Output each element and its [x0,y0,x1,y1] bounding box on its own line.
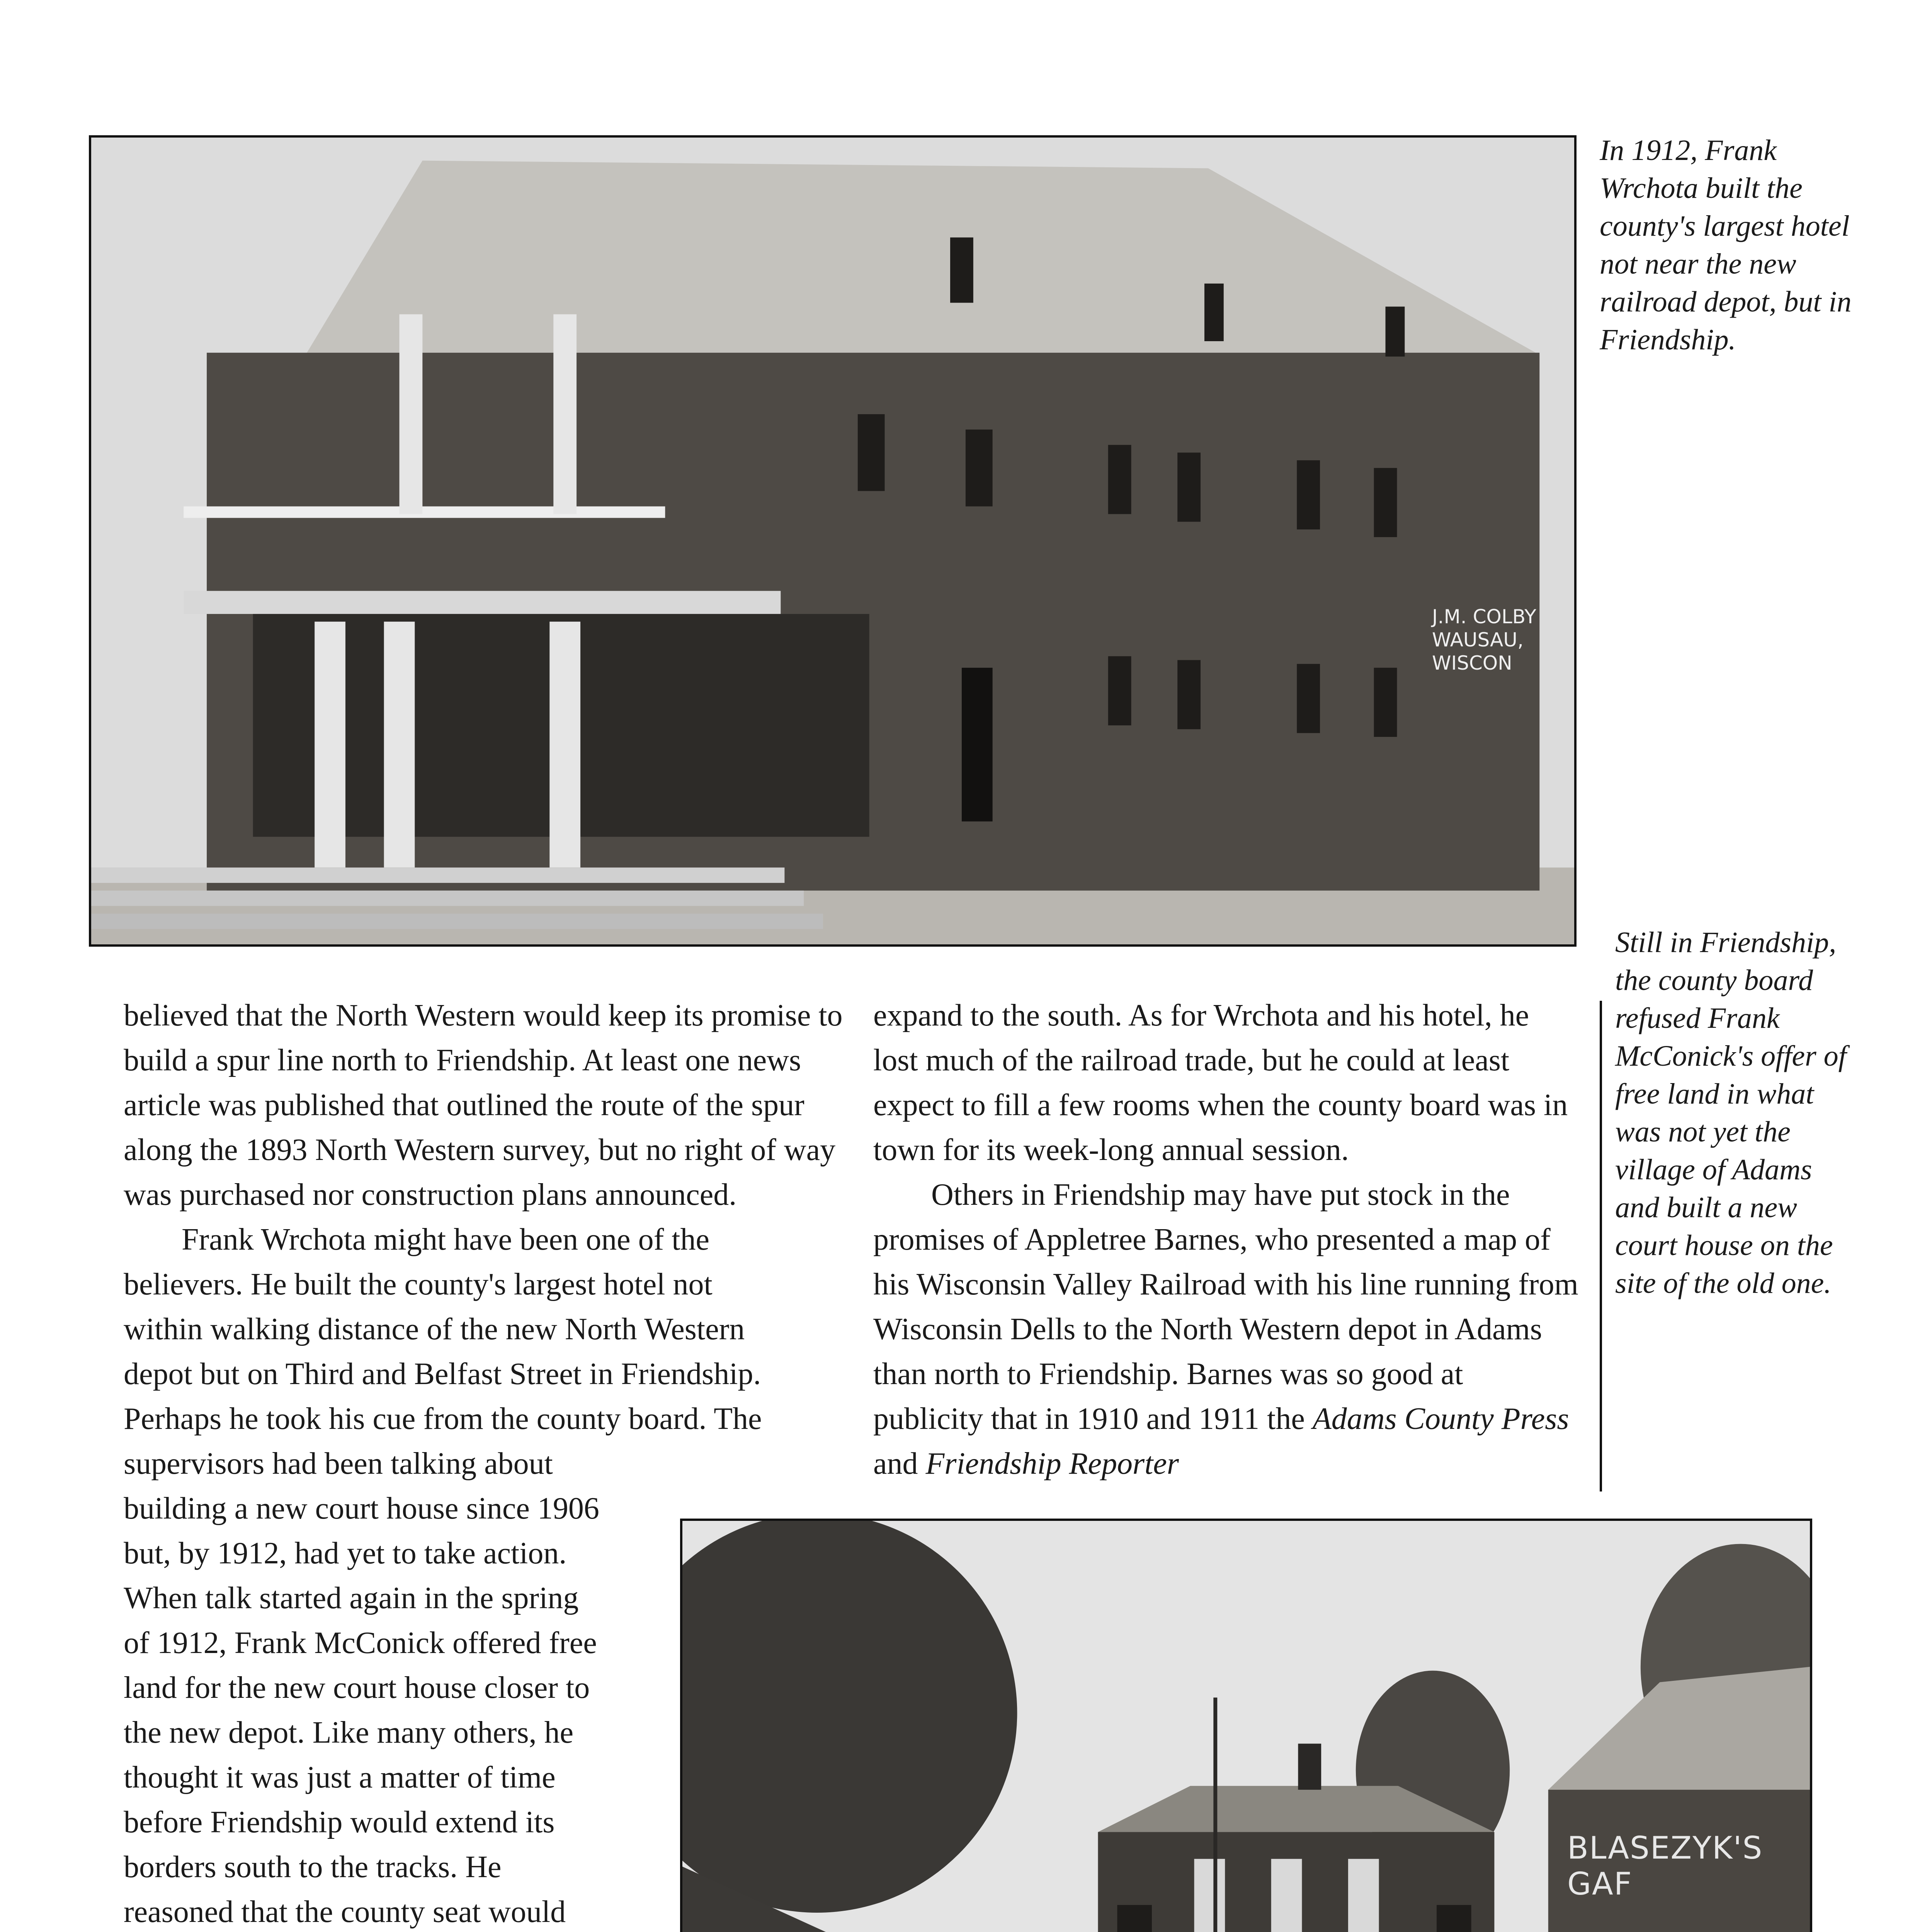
courthouse-photo [680,1519,1812,1932]
text-line: before Friendship would extend its [124,1805,555,1839]
text-line: Perhaps he took his cue from the county board. The [124,1402,762,1436]
left-paragraph-1: believed that the North Western would keep its promise to build a spur line north to Friendship. At least one news article was published that outlined the route of the spur along the 1893 North Western survey, but no right of way was purchased nor construction plans announced. [124,998,843,1212]
text-line: When talk started again in the spring [124,1581,579,1615]
text-line: building a new court house since 1906 [124,1492,599,1526]
middle-paragraph-2-text: Others in Friendship may have put stock in the promises of Appletree Barnes, who presented a map of his Wisconsin Valley Railroad with his line running from Wisconsin Dells to the North Western depot in Adams than north to Friendship. Barnes was so good at publicity that in 1910 and 1911 the [873,1178,1578,1436]
text-line: supervisors had been talking about [124,1447,553,1481]
text-line: of 1912, Frank McConick offered free [124,1626,597,1660]
text-line: thought it was just a matter of time [124,1760,556,1794]
hotel-caption: In 1912, Frank Wrchota built the county's largest hotel not near the new railroad depot, but in Friendship. [1600,134,1852,356]
text-line: Frank Wrchota might have been one of the [182,1223,709,1257]
conjunction: and [873,1447,918,1481]
text-line: depot but on Third and Belfast Street in Friendship. [124,1357,761,1391]
middle-paragraph-2 [873,1172,1580,1486]
text-line: believers. He built the county's largest hotel not [124,1267,713,1301]
middle-column [873,993,1580,1486]
hotel-photo [89,135,1577,947]
courthouse-caption: Still in Friendship, the county board refused Frank McConick's offer of free land in what was not yet the village of Adams and built a new court house on the site of the old one. [1615,926,1847,1299]
garage-sign: BLASEZYK'S GAF [1567,1830,1763,1902]
text-line: land for the new court house closer to [124,1671,590,1705]
newspaper-name: Friendship Reporter [925,1447,1179,1481]
photographer-signature: J.M. COLBY WAUSAU, WISCON [1432,605,1536,674]
text-line: the new depot. Like many others, he [124,1716,574,1750]
middle-paragraph-1: expand to the south. As for Wrchota and his hotel, he lost much of the railroad trade, but he could at least expect to fill a few rooms when the county board was in town for its week-long annual session. [873,998,1568,1167]
newspaper-name: Adams County Press [1312,1402,1569,1436]
text-line: but, by 1912, had yet to take action. [124,1536,567,1570]
caption-rule [1600,1001,1602,1492]
text-line: within walking distance of the new North Western [124,1312,745,1346]
text-line: borders south to the tracks. He [124,1850,502,1884]
text-line: reasoned that the county seat would [124,1895,566,1929]
